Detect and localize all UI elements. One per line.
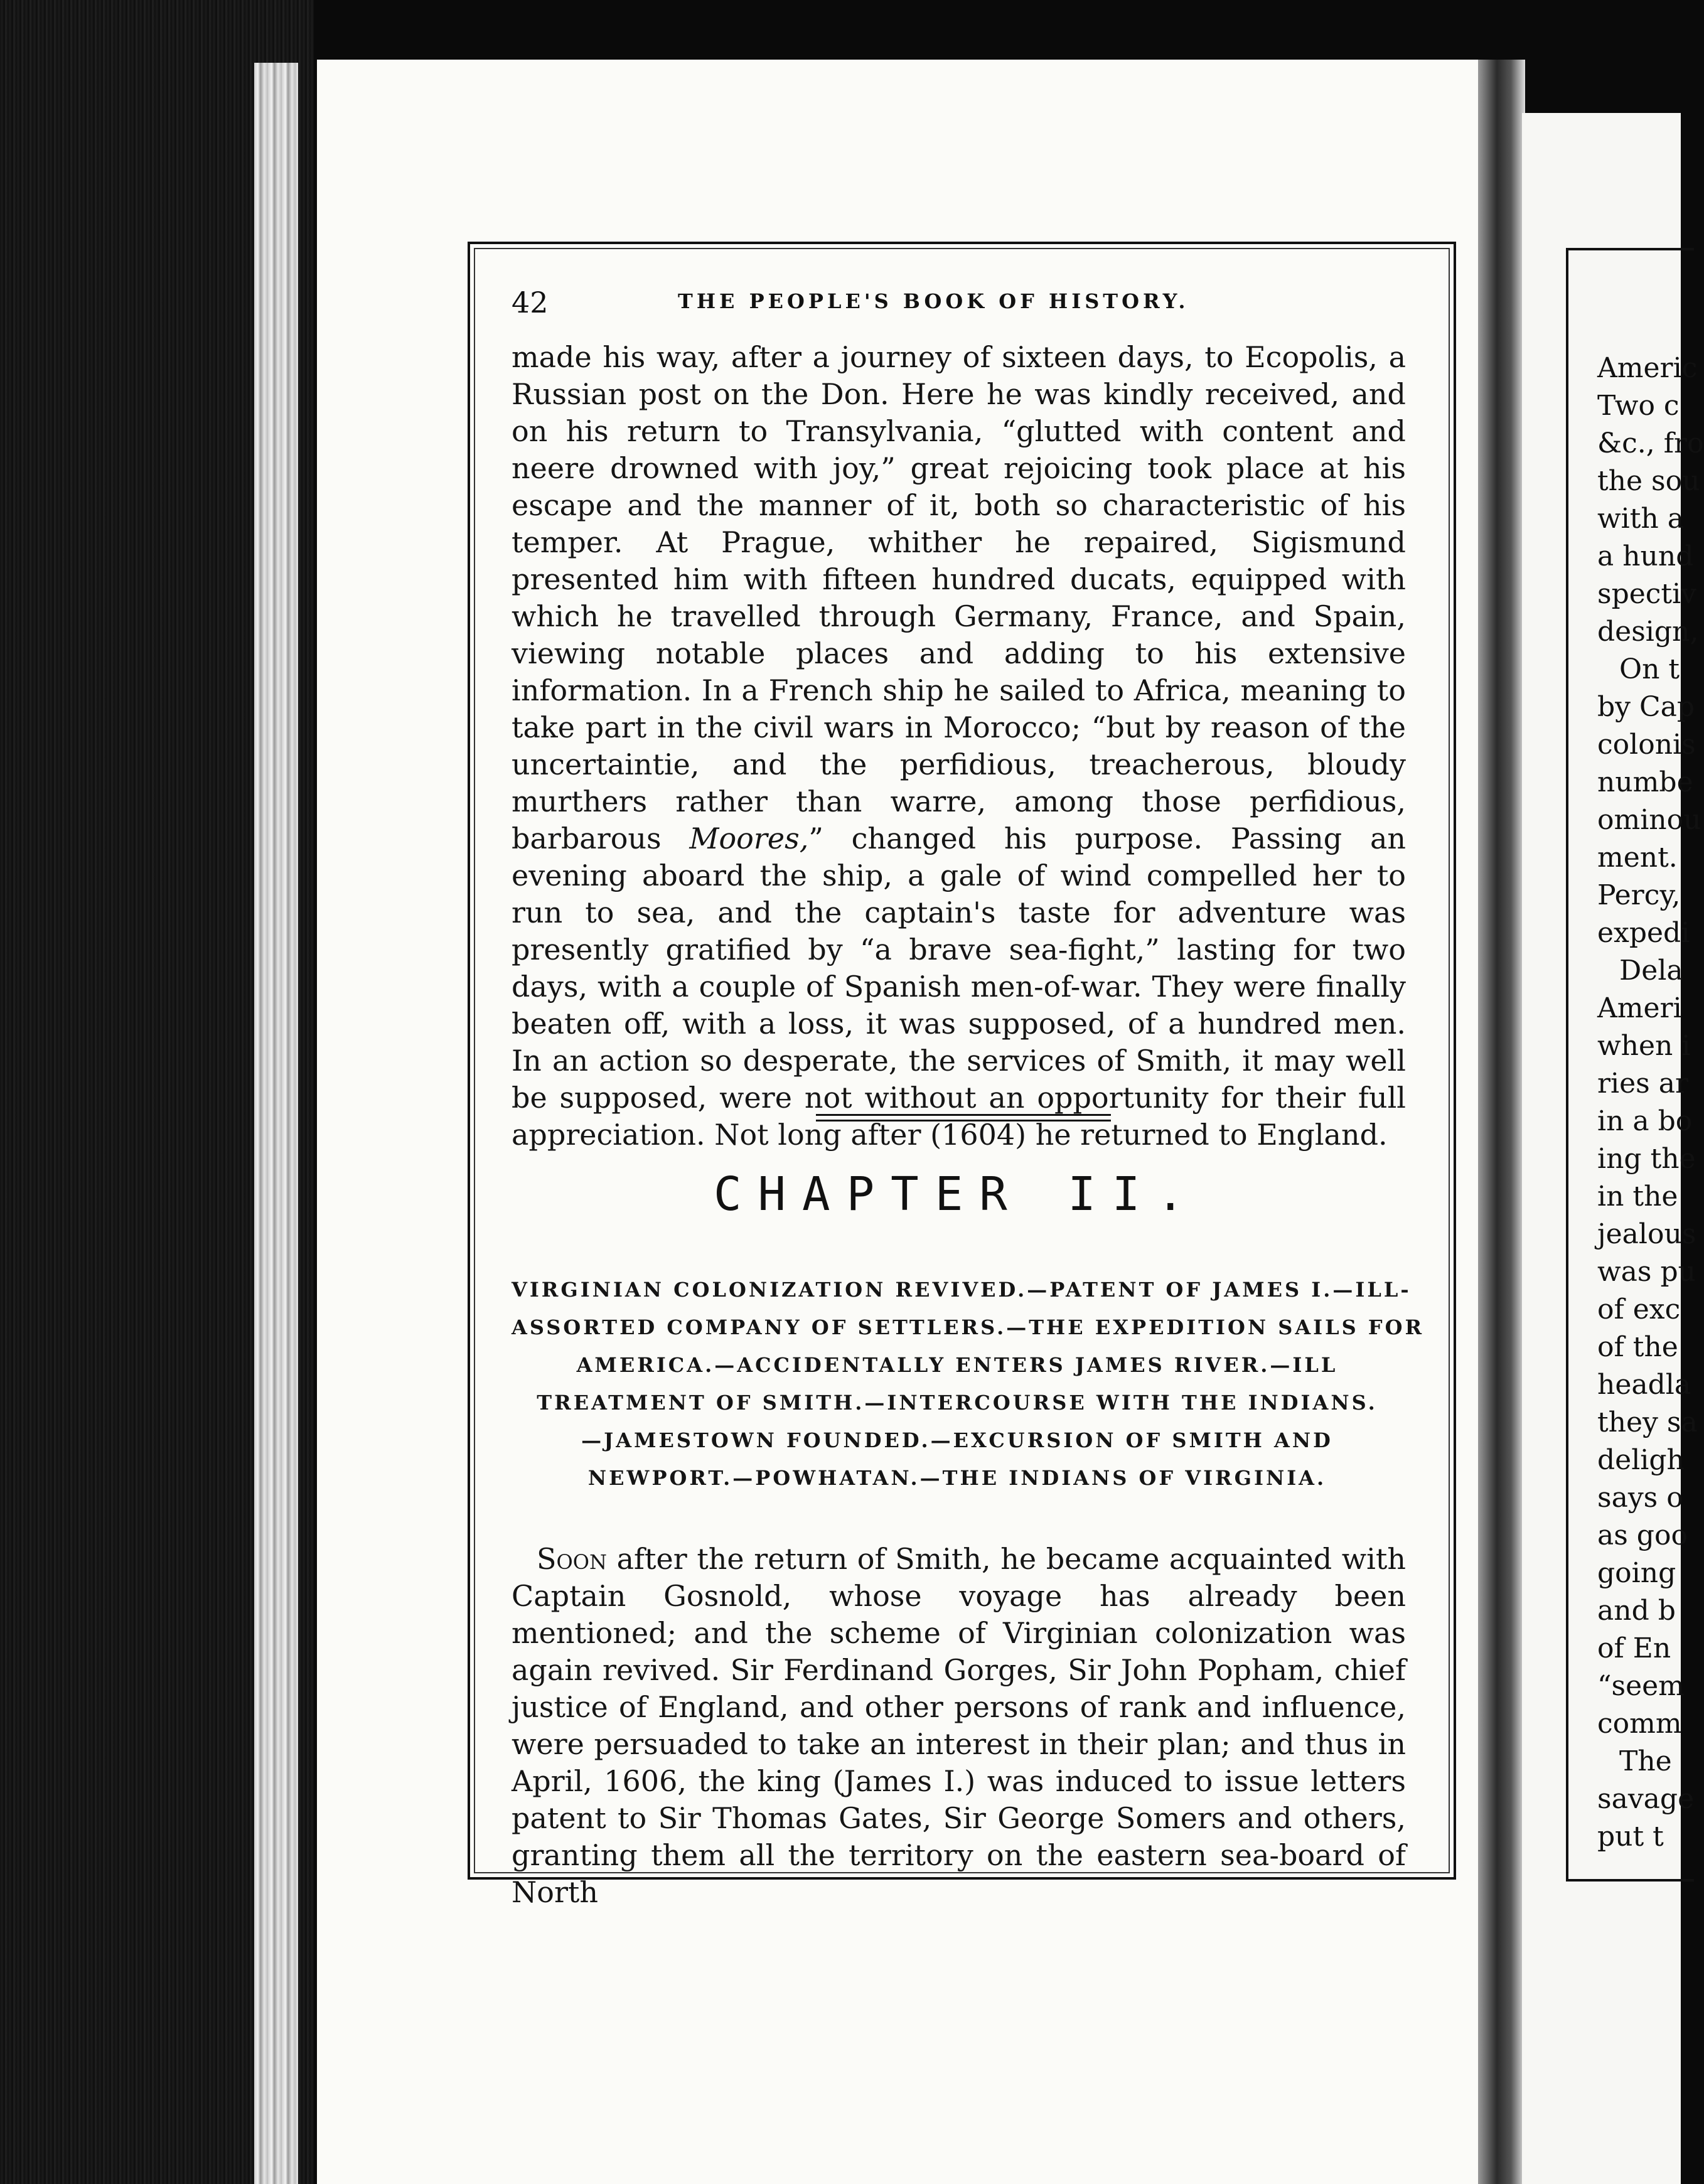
facing-page-line: put t bbox=[1597, 1821, 1664, 1853]
facing-page-line: Two c bbox=[1597, 390, 1680, 422]
synopsis-line: AMERICA.—ACCIDENTALLY ENTERS JAMES RIVER.—ILL bbox=[576, 1353, 1338, 1377]
book-gutter bbox=[1478, 60, 1525, 2184]
facing-page-line: Percy, bbox=[1597, 879, 1681, 911]
facing-page-line: Americ bbox=[1597, 352, 1698, 384]
chapter-title: CHAPTER II. bbox=[713, 1167, 1201, 1221]
facing-page-line: savage bbox=[1597, 1783, 1695, 1815]
facing-page-line: ries ar bbox=[1597, 1068, 1688, 1100]
paragraph-two-text: after the return of Smith, he became acquainted with Captain Gosnold, whose voyage has already been mentioned; and the scheme of Virginian colonization was again revived. Sir Ferdinand Gorges, Sir John Popham, chief justice of England, and other persons of rank and influence, were persuaded to take an interest in their plan; and thus in April, 1606, the king (James I.) was induced to issue letters patent to Sir Thomas Gates, Sir George Somers and others, granting them all the territory on the eastern sea-board of North bbox=[512, 1542, 1406, 1909]
facing-page-line: jealous bbox=[1597, 1218, 1696, 1250]
facing-page-line: comm bbox=[1597, 1708, 1682, 1740]
facing-page-line: going bbox=[1597, 1557, 1676, 1589]
synopsis-line: TREATMENT OF SMITH.—INTERCOURSE WITH THE INDIANS. bbox=[537, 1391, 1378, 1415]
running-head: THE PEOPLE'S BOOK OF HISTORY. bbox=[678, 289, 1189, 313]
facing-page-line: The bbox=[1619, 1745, 1672, 1777]
facing-page-line: of exc bbox=[1597, 1293, 1681, 1325]
facing-page-line: of En bbox=[1597, 1632, 1671, 1664]
synopsis-line: VIRGINIAN COLONIZATION REVIVED.—PATENT OF JAMES I.—ILL- bbox=[512, 1278, 1412, 1302]
facing-page-line: design, bbox=[1597, 616, 1699, 648]
facing-page-line: expedi bbox=[1597, 917, 1690, 949]
synopsis-line: —JAMESTOWN FOUNDED.—EXCURSION OF SMITH AND bbox=[581, 1428, 1333, 1452]
facing-page-line: says o bbox=[1597, 1482, 1683, 1514]
paragraph-two bbox=[512, 1541, 1406, 1911]
facing-page-line: by Cap bbox=[1597, 691, 1695, 723]
facing-page-line: deligh bbox=[1597, 1444, 1685, 1476]
page-number: 42 bbox=[512, 286, 549, 319]
facing-page-line: ment. bbox=[1597, 842, 1678, 874]
facing-page-line: was pu bbox=[1597, 1256, 1696, 1288]
facing-page-line: of the bbox=[1597, 1331, 1678, 1363]
facing-page-line: Ameri bbox=[1597, 992, 1682, 1024]
facing-page-line: with a bbox=[1597, 503, 1684, 535]
facing-page-line: ing the bbox=[1597, 1143, 1696, 1175]
paragraph-one-italic: Moores, bbox=[689, 822, 809, 855]
paragraph-one-text: made his way, after a journey of sixteen days, to Ecopolis, a Russian post on the Don. Here he was kindly received, and on his return to Transylvania, “glutted with content and neere drowned with joy,” great rejoicing took place at his escape and the manner of it, both so characteristic of his temper. At Prague, whither he repaired, Sigismund presented him with fifteen hundred ducats, equipped with which he travelled through Germany, France, and Spain, viewing notable places and adding to his extensive information. In a French ship he sailed to Africa, meaning to take part in the civil wars in Morocco; “but by reason of the uncertaintie, and the perfidious, treacherous, bloudy murthers rather than warre, among those perfidious, barbarous bbox=[512, 340, 1406, 855]
facing-page-line: when i bbox=[1597, 1030, 1691, 1062]
synopsis-line: ASSORTED COMPANY OF SETTLERS.—THE EXPEDITION SAILS FOR bbox=[512, 1315, 1425, 1339]
paragraph-one bbox=[512, 339, 1406, 1154]
facing-page-line: the sou bbox=[1597, 465, 1700, 497]
facing-page-line: numbe bbox=[1597, 766, 1693, 798]
synopsis-line: NEWPORT.—POWHATAN.—THE INDIANS OF VIRGINIA. bbox=[587, 1466, 1327, 1490]
page-header bbox=[512, 286, 1403, 323]
facing-page-line: spectiv bbox=[1597, 578, 1697, 610]
facing-page-line: and b bbox=[1597, 1595, 1676, 1627]
facing-page-line: in the bbox=[1597, 1180, 1678, 1212]
facing-page-line: &c., fro bbox=[1597, 427, 1704, 459]
page-edges bbox=[254, 63, 298, 2184]
paragraph-one-end: ” changed his purpose. Passing an evening aboard the ship, a gale of wind compelled her to run to sea, and the captain's taste for adventure was presently gratified by “a brave sea-fight,” lasting for two days, with a couple of Spanish men-of-war. They were finally beaten off, with a loss, it was supposed, of a hundred men. In an action so desperate, the services of Smith, it may well be supposed, were not without an opportunity for their full appreciation. Not long after (1604) he returned to England. bbox=[512, 822, 1406, 1152]
facing-page-line: headla bbox=[1597, 1369, 1691, 1401]
facing-page-line: colonis bbox=[1597, 729, 1696, 761]
chapter-divider-rule bbox=[816, 1114, 1111, 1121]
facing-page-line: ominou bbox=[1597, 804, 1701, 836]
facing-page-line: in a bo bbox=[1597, 1105, 1693, 1137]
chapter-synopsis bbox=[512, 1271, 1425, 1497]
facing-page-line: as goo bbox=[1597, 1519, 1688, 1551]
paragraph-two-lead: Soon bbox=[537, 1542, 607, 1576]
facing-page-line: a hund bbox=[1597, 540, 1694, 572]
facing-page-line: On t bbox=[1619, 653, 1680, 685]
facing-page-line: they sa bbox=[1597, 1406, 1698, 1438]
facing-page-line: Dela bbox=[1619, 955, 1683, 987]
facing-page-line: “seem bbox=[1597, 1670, 1685, 1702]
